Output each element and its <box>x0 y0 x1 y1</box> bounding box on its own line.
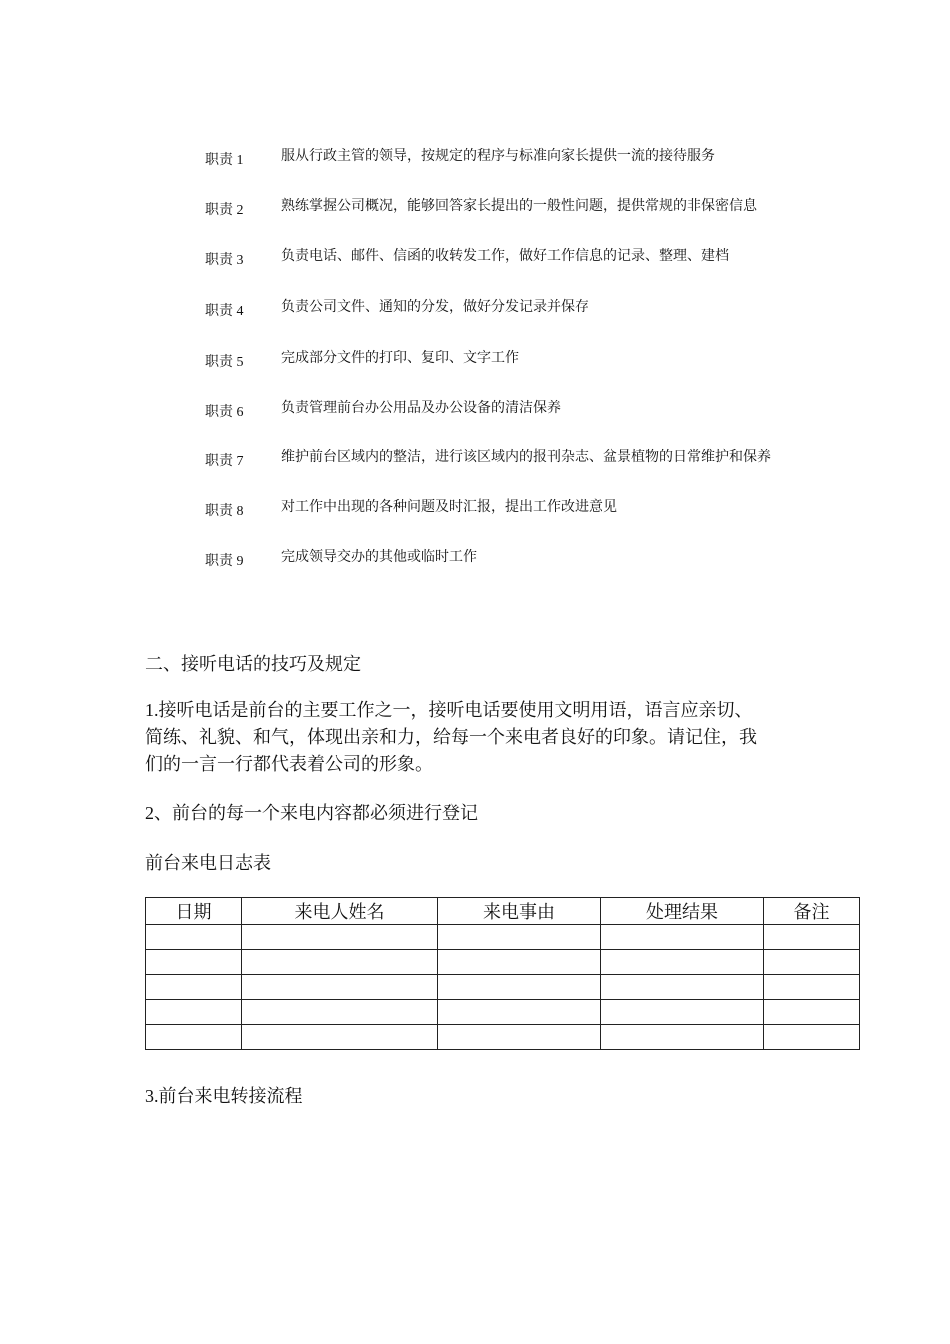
duty-text: 负责公司文件、通知的分发，做好分发记录并保存 <box>281 300 589 315</box>
header-call-reason: 来电事由 <box>438 898 601 925</box>
header-date: 日期 <box>146 898 242 925</box>
duty-text: 对工作中出现的各种问题及时汇报，提出工作改进意见 <box>281 500 617 515</box>
table-row <box>146 975 860 1000</box>
table-cell <box>242 925 438 950</box>
table-cell <box>764 1000 860 1025</box>
duty-text: 服从行政主管的领导，按规定的程序与标准向家长提供一流的接待服务 <box>281 149 715 164</box>
table-caption: 前台来电日志表 <box>145 853 271 873</box>
duty-item <box>0 347 950 371</box>
table-row <box>146 925 860 950</box>
duty-item <box>0 546 950 570</box>
table-cell <box>438 925 601 950</box>
table-row <box>146 1000 860 1025</box>
duty-text: 完成部分文件的打印、复印、文字工作 <box>281 351 519 366</box>
duty-text: 负责电话、邮件、信函的收转发工作，做好工作信息的记录、整理、建档 <box>281 249 729 264</box>
table-cell <box>601 1000 764 1025</box>
table-cell <box>438 975 601 1000</box>
duty-item <box>0 496 950 520</box>
section-heading: 二、接听电话的技巧及规定 <box>145 654 361 674</box>
table-cell <box>764 1025 860 1050</box>
table-cell <box>601 975 764 1000</box>
duty-label: 职责 3 <box>205 253 244 268</box>
table-row <box>146 1025 860 1050</box>
duty-label: 职责 7 <box>205 454 244 469</box>
duty-label: 职责 9 <box>205 554 244 569</box>
duty-item <box>0 245 950 269</box>
table-cell <box>242 1025 438 1050</box>
duty-text: 完成领导交办的其他或临时工作 <box>281 550 477 565</box>
table-row <box>146 950 860 975</box>
duty-label: 职责 2 <box>205 203 244 218</box>
table-cell <box>146 975 242 1000</box>
duty-item <box>0 296 950 320</box>
paragraph-line: 简练、礼貌、和气，体现出亲和力，给每一个来电者良好的印象。请记住，我 <box>145 727 757 747</box>
point-2-heading: 2、前台的每一个来电内容都必须进行登记 <box>145 803 478 823</box>
table-cell <box>601 950 764 975</box>
table-cell <box>146 1000 242 1025</box>
table-cell <box>764 950 860 975</box>
phone-etiquette-paragraph <box>145 697 825 778</box>
duty-item <box>0 397 950 421</box>
table-cell <box>438 1000 601 1025</box>
duty-text: 负责管理前台办公用品及办公设备的清洁保养 <box>281 401 561 416</box>
duty-label: 职责 5 <box>205 355 244 370</box>
duty-label: 职责 4 <box>205 304 244 319</box>
table-cell <box>601 925 764 950</box>
table-cell <box>438 1025 601 1050</box>
header-caller-name: 来电人姓名 <box>242 898 438 925</box>
table-cell <box>242 975 438 1000</box>
table-cell <box>438 950 601 975</box>
duty-item <box>0 195 950 219</box>
table-header-row <box>146 898 860 925</box>
table-cell <box>146 950 242 975</box>
duty-label: 职责 1 <box>205 153 244 168</box>
table-cell <box>146 925 242 950</box>
duty-label: 职责 8 <box>205 504 244 519</box>
table-cell <box>764 975 860 1000</box>
paragraph-line: 们的一言一行都代表着公司的形象。 <box>145 754 433 774</box>
duty-item <box>0 145 950 169</box>
table-cell <box>242 1000 438 1025</box>
table-cell <box>146 1025 242 1050</box>
duty-text: 熟练掌握公司概况，能够回答家长提出的一般性问题，提供常规的非保密信息 <box>281 199 757 214</box>
table-cell <box>601 1025 764 1050</box>
table-cell <box>764 925 860 950</box>
table-cell <box>242 950 438 975</box>
duty-label: 职责 6 <box>205 405 244 420</box>
header-remarks: 备注 <box>764 898 860 925</box>
duty-text: 维护前台区域内的整洁，进行该区域内的报刊杂志、盆景植物的日常维护和保养 <box>281 450 771 465</box>
point-3-heading: 3.前台来电转接流程 <box>145 1086 303 1106</box>
paragraph-line: 1.接听电话是前台的主要工作之一，接听电话要使用文明用语，语言应亲切、 <box>145 700 753 720</box>
header-result: 处理结果 <box>601 898 764 925</box>
duty-item <box>0 446 950 470</box>
call-log-table <box>145 897 860 1050</box>
